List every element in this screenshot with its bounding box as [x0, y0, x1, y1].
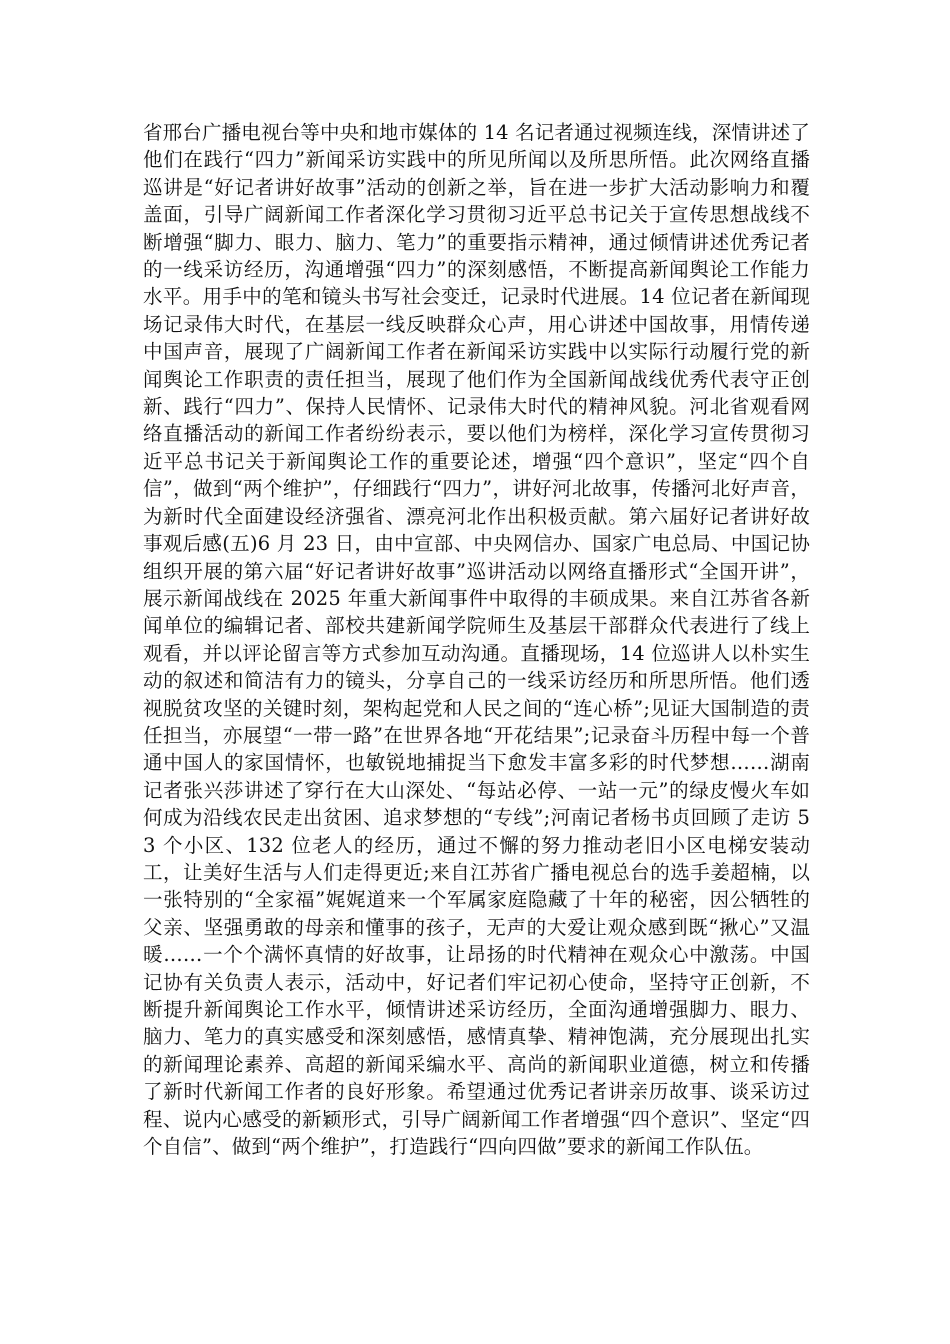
body-paragraph: 省邢台广播电视台等中央和地市媒体的 14 名记者通过视频连线，深情讲述了他们在践行“四力”新闻采访实践中的所见所闻以及所思所悟。此次网络直播巡讲是“好记者讲好故事”活动的创新之举，旨在进一步扩大活动影响力和覆盖面，引导广阔新闻工作者深化学习贯彻习近平总书记关于宣传思想战线不断增强“脚力、眼力、脑力、笔力”的重要指示精神，通过倾情讲述优秀记者的一线采访经历，沟通增强“四力”的深刻感悟，不断提高新闻舆论工作能力水平。用手中的笔和镜头书写社会变迁，记录时代进展。14 位记者在新闻现场记录伟大时代，在基层一线反映群众心声，用心讲述中国故事，用情传递中国声音，展现了广阔新闻工作者在新闻采访实践中以实际行动履行党的新闻舆论工作职责的责任担当，展现了他们作为全国新闻战线优秀代表守正创新、践行“四力”、保持人民情怀、记录伟大时代的精神风貌。河北省观看网络直播活动的新闻工作者纷纷表示，要以他们为榜样，深化学习宣传贯彻习近平总书记关于新闻舆论工作的重要论述，增强“四个意识”，坚定“四个自信”，做到“两个维护”，仔细践行“四力”，讲好河北故事，传播河北好声音，为新时代全面建设经济强省、漂亮河北作出积极贡献。第六届好记者讲好故事观后感(五)6 月 23 日，由中宣部、中央网信办、国家广电总局、中国记协组织开展的第六届“好记者讲好故事”巡讲活动以网络直播形式“全国开讲”，展示新闻战线在 2025 年重大新闻事件中取得的丰硕成果。来自江苏省各新闻单位的编辑记者、部校共建新闻学院师生及基层干部群众代表进行了线上观看，并以评论留言等方式参加互动沟通。直播现场，14 位巡讲人以朴实生动的叙述和简洁有力的镜头，分享自己的一线采访经历和所思所悟。他们透视脱贫攻坚的关键时刻，架构起党和人民之间的“连心桥”;见证大国制造的责任担当，亦展望“一带一路”在世界各地“开花结果”;记录奋斗历程中每一个普通中国人的家国情怀，也敏锐地捕捉当下愈发丰富多彩的时代梦想……湖南记者张兴莎讲述了穿行在大山深处、“每站必停、一站一元”的绿皮慢火车如何成为沿线农民走出贫困、追求梦想的“专线”;河南记者杨书贞回顾了走访 53 个小区、132 位老人的经历，通过不懈的努力推动老旧小区电梯安装动工，让美好生活与人们走得更近;来自江苏省广播电视总台的选手姜超楠，以一张特别的“全家福”娓娓道来一个军属家庭隐藏了十年的秘密，因公牺牲的父亲、坚强勇敢的母亲和懂事的孩子，无声的大爱让观众感到既“揪心”又温暖……一个个满怀真情的好故事，让昂扬的时代精神在观众心中激荡。中国记协有关负责人表示，活动中，好记者们牢记初心使命，坚持守正创新，不断提升新闻舆论工作水平，倾情讲述采访经历，全面沟通增强脚力、眼力、脑力、笔力的真实感受和深刻感悟，感情真挚、精神饱满，充分展现出扎实的新闻理论素养、高超的新闻采编水平、高尚的新闻职业道德，树立和传播了新时代新闻工作者的良好形象。希望通过优秀记者讲亲历故事、谈采访过程、说内心感受的新颖形式，引导广阔新闻工作者增强“四个意识”、坚定“四个自信”、做到“两个维护”，打造践行“四向四做”要求的新闻工作队伍。 — [143, 121, 810, 1159]
